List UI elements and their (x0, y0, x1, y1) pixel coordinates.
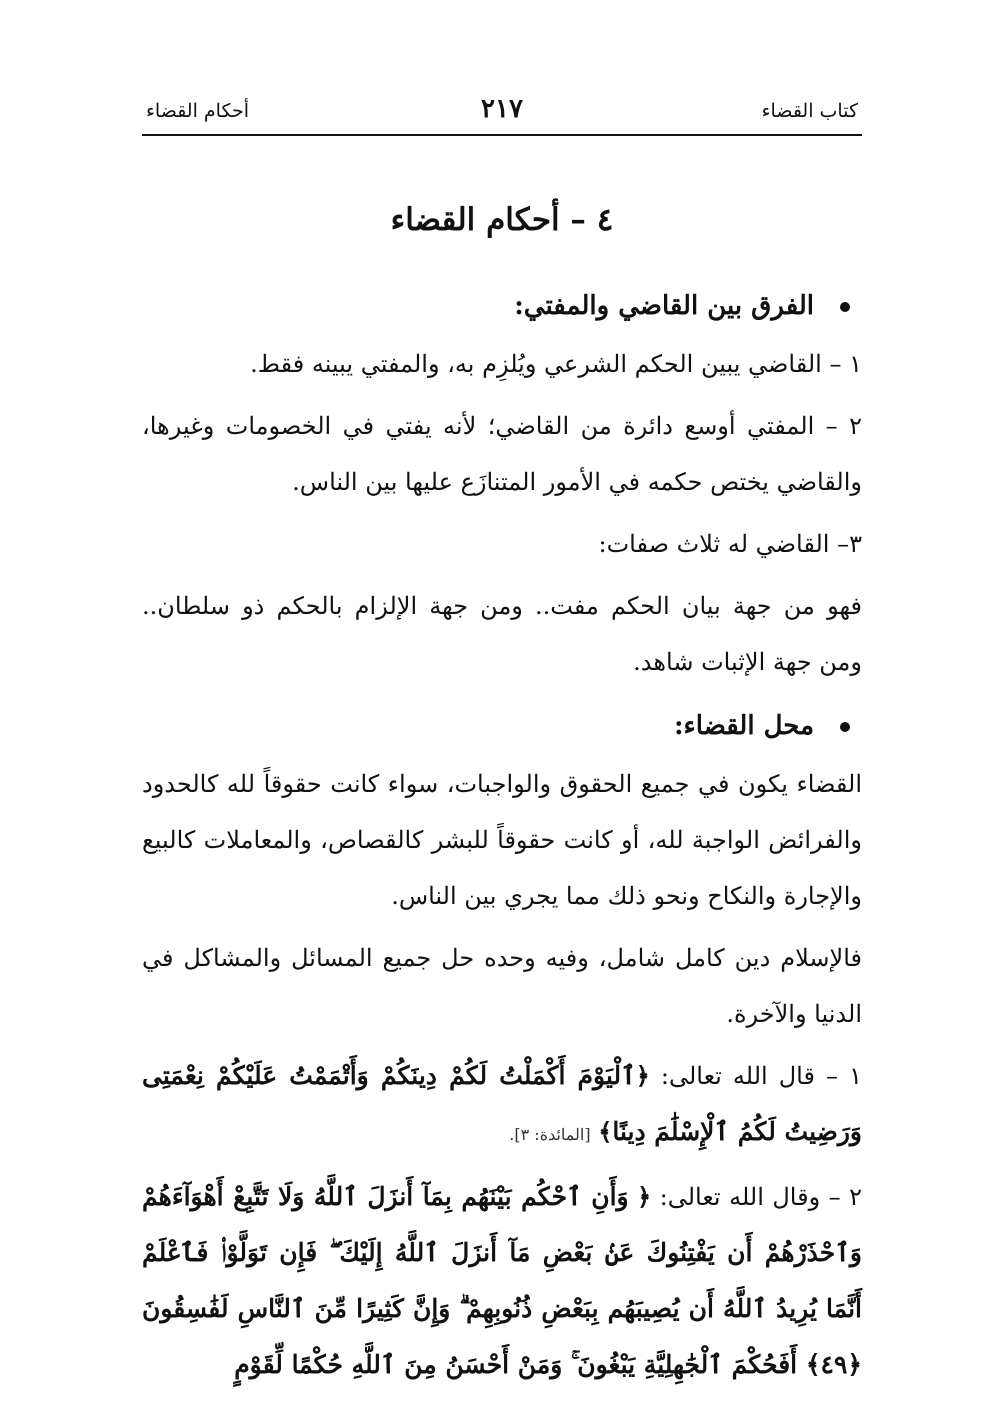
heading-text: الفرق بين القاضي والمفتي: (514, 291, 814, 321)
page-body (142, 190, 862, 1399)
chapter-title: أحكام القضاء (146, 100, 249, 122)
list-item: ٣– القاضي له ثلاث صفات: (598, 530, 862, 558)
heading-judge-vs-mufti (142, 276, 862, 336)
verse-reference: [المائدة: ٣]. (509, 1125, 591, 1144)
list-item: ٢ – المفتي أوسع دائرة من القاضي؛ لأنه يفتي في الخصومات وغيرها، والقاضي يختص حكمه في الأمور المتنازَع عليها بين الناس. (142, 412, 862, 496)
quran-citation-1 (142, 1048, 862, 1163)
paragraph: فهو من جهة بيان الحكم مفت.. ومن جهة الإلزام بالحكم ذو سلطان.. ومن جهة الإثبات شاهد. (142, 592, 862, 676)
bullet-icon (840, 722, 850, 732)
quran-citation-2 (142, 1169, 862, 1393)
paragraph: القضاء يكون في جميع الحقوق والواجبات، سواء كانت حقوقاً لله كالحدود والفرائض الواجبة لله، أو كانت حقوقاً للبشر كالقصاص، والمعاملات كالبيع والإجارة والنكاح ونحو ذلك مما يجري بين الناس. (142, 770, 862, 910)
running-header (142, 94, 862, 136)
heading-scope-of-judiciary (142, 696, 862, 756)
quran-verse: وَأَنِ ٱحْكُم بَيْنَهُم بِمَآ أَنزَلَ ٱللَّهُ وَلَا تَتَّبِعْ أَهْوَآءَهُمْ وَٱحْذَرْهُمْ أَن يَفْتِنُوكَ عَنۢ بَعْضِ مَآ أَنزَلَ ٱللَّهُ إِلَيْكَ ۖ فَإِن تَوَلَّوْا۟ فَٱعْلَمْ أَنَّمَا يُرِيدُ ٱللَّهُ أَن يُصِيبَهُم بِبَعْضِ ذُنُوبِهِمْ ۗ وَإِنَّ كَثِيرًا مِّنَ ٱلنَّاسِ لَفَٰسِقُونَ ﴿٤٩﴾ أَفَحُكْمَ ٱلْجَٰهِلِيَّةِ يَبْغُونَ ۚ وَمَنْ أَحْسَنُ مِنَ ٱللَّهِ حُكْمًا لِّقَوْمٍ (142, 1182, 862, 1379)
quran-verse: ٱلْيَوْمَ أَكْمَلْتُ لَكُمْ دِينَكُمْ وَأَتْمَمْتُ عَلَيْكُمْ نِعْمَتِى وَرَضِيتُ لَكُمُ ٱلْإِسْلَٰمَ دِينًا (142, 1061, 862, 1146)
close-bracket: ﴾ (598, 1117, 613, 1146)
open-bracket: ﴿ (637, 1182, 652, 1211)
paragraph: فالإسلام دين كامل شامل، وفيه وحده حل جميع المسائل والمشاكل في الدنيا والآخرة. (142, 944, 862, 1028)
heading-text: محل القضاء: (673, 711, 814, 741)
citation-intro: ١ – قال الله تعالى: (660, 1062, 862, 1090)
citation-intro: ٢ – وقال الله تعالى: (659, 1183, 862, 1211)
bullet-icon (840, 302, 850, 312)
open-bracket: ﴿ (635, 1061, 650, 1090)
book-title: كتاب القضاء (761, 100, 858, 122)
section-title: ٤ – أحكام القضاء (390, 202, 614, 238)
page-number: ٢١٧ (481, 94, 523, 124)
list-item: ١ – القاضي يبين الحكم الشرعي ويُلزِم به، والمفتي يبينه فقط. (250, 350, 862, 378)
